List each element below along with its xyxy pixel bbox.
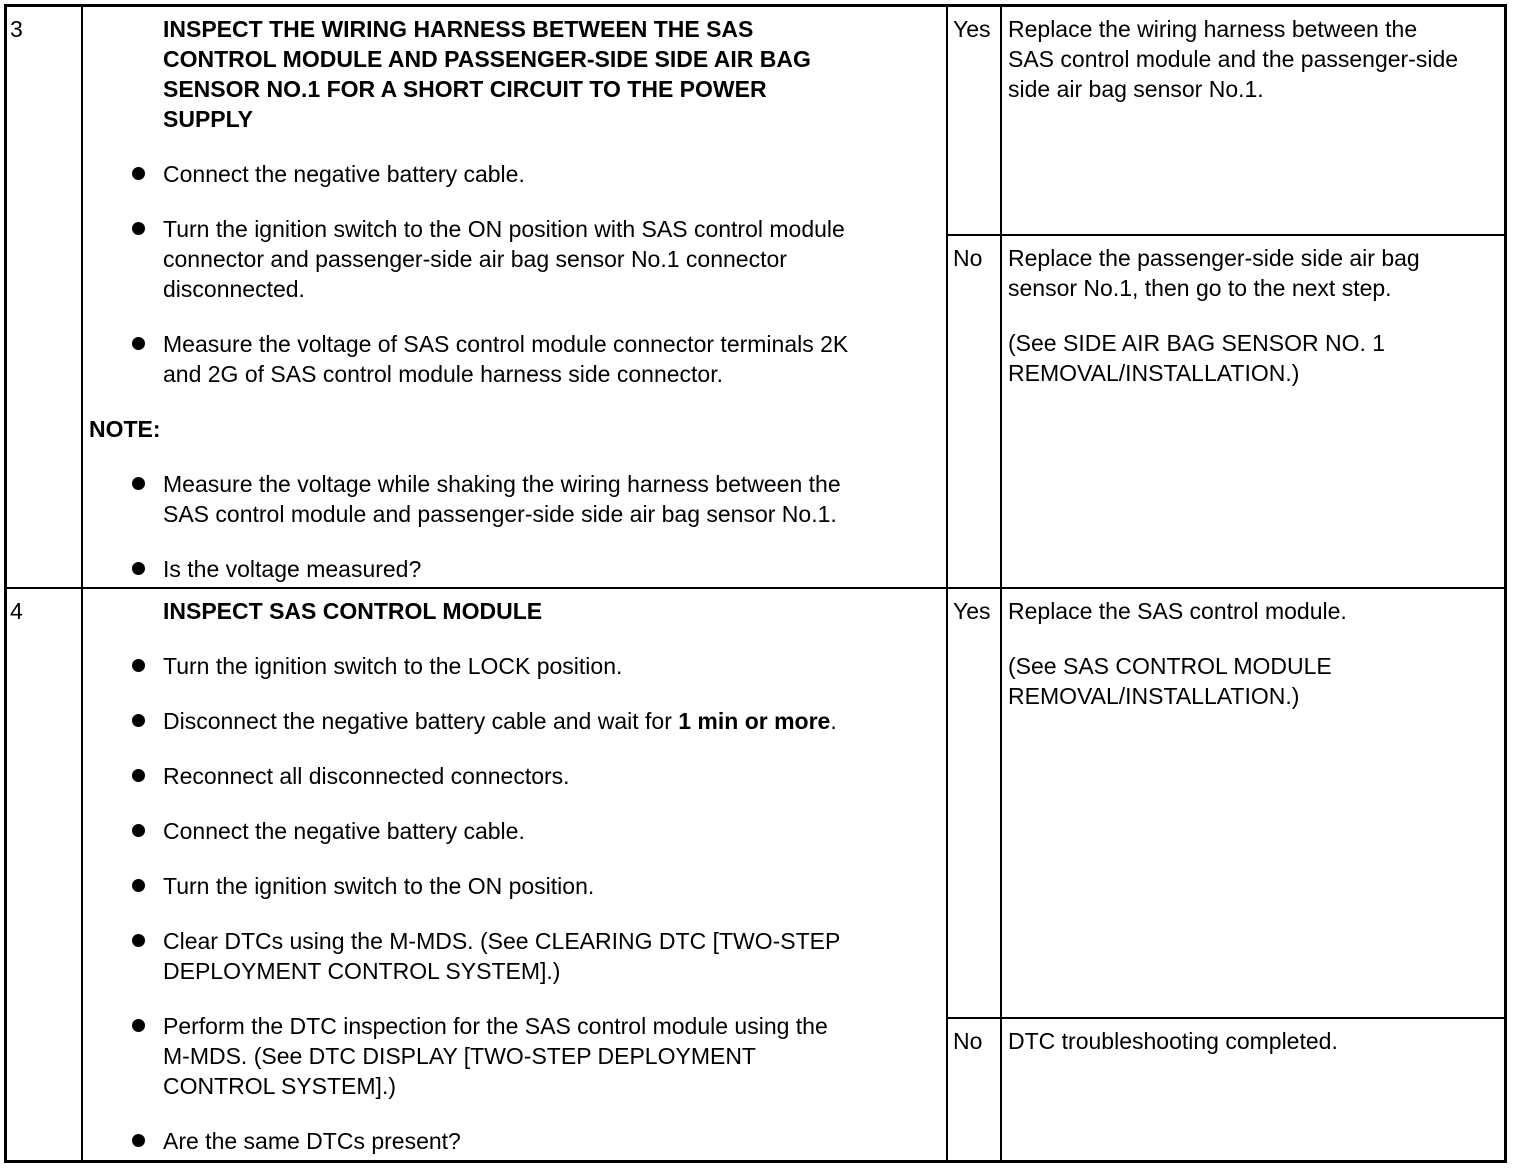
result-no-action: Replace the passenger-side side air bag xyxy=(1008,245,1420,271)
instruction-text-prefix: Disconnect the negative battery cable and wait for xyxy=(163,708,679,734)
bullet-icon xyxy=(132,477,145,490)
result-yes-action: SAS control module and the passenger-side xyxy=(1008,46,1459,72)
result-yes-label: Yes xyxy=(953,598,991,624)
instruction-text: Measure the voltage of SAS control module connector terminals 2K xyxy=(163,331,849,357)
result-no-action: DTC troubleshooting completed. xyxy=(1008,1028,1338,1054)
result-yes-reference: REMOVAL/INSTALLATION.) xyxy=(1008,683,1300,709)
step-title: INSPECT SAS CONTROL MODULE xyxy=(163,598,543,624)
column-divider-result xyxy=(1000,6,1002,1161)
instruction-text: DEPLOYMENT CONTROL SYSTEM].) xyxy=(163,958,561,984)
result-yes-action: side air bag sensor No.1. xyxy=(1008,76,1264,102)
result-no-label: No xyxy=(953,245,983,271)
instruction-text xyxy=(163,706,837,736)
bullet-icon xyxy=(132,562,145,575)
instruction-text-suffix: . xyxy=(830,708,837,734)
row-divider-step4-yes-no xyxy=(948,1017,1505,1019)
step-number: 3 xyxy=(10,16,23,42)
bullet-icon xyxy=(132,337,145,350)
step-number: 4 xyxy=(10,598,23,624)
step-title-line: CONTROL MODULE AND PASSENGER-SIDE SIDE AIR BAG xyxy=(163,46,811,72)
bullet-icon xyxy=(132,1134,145,1147)
step-title-line: INSPECT THE WIRING HARNESS BETWEEN THE SAS xyxy=(163,16,754,42)
instruction-text: Clear DTCs using the M-MDS. (See CLEARING DTC [TWO-STEP xyxy=(163,928,841,954)
row-divider-step xyxy=(6,587,1505,589)
result-yes-action: Replace the wiring harness between the xyxy=(1008,16,1418,42)
column-divider-action xyxy=(946,6,948,1161)
result-no-action: sensor No.1, then go to the next step. xyxy=(1008,275,1392,301)
instruction-text: Turn the ignition switch to the ON position with SAS control module xyxy=(163,216,845,242)
result-no-reference: REMOVAL/INSTALLATION.) xyxy=(1008,360,1300,386)
bullet-icon xyxy=(132,659,145,672)
row-divider-step3-yes-no xyxy=(948,234,1505,236)
result-no-reference: (See SIDE AIR BAG SENSOR NO. 1 xyxy=(1008,330,1386,356)
wait-duration: 1 min or more xyxy=(678,708,831,734)
instruction-text: Turn the ignition switch to the LOCK position. xyxy=(163,653,623,679)
result-yes-label: Yes xyxy=(953,16,991,42)
result-yes-action: Replace the SAS control module. xyxy=(1008,598,1347,624)
instruction-text: disconnected. xyxy=(163,276,305,302)
instruction-text: connector and passenger-side air bag sensor No.1 connector xyxy=(163,246,787,272)
bullet-icon xyxy=(132,934,145,947)
note-text: Measure the voltage while shaking the wiring harness between the xyxy=(163,471,841,497)
result-no-label: No xyxy=(953,1028,983,1054)
bullet-icon xyxy=(132,167,145,180)
instruction-text: Connect the negative battery cable. xyxy=(163,161,525,187)
bullet-icon xyxy=(132,769,145,782)
question-text: Is the voltage measured? xyxy=(163,556,422,582)
result-yes-reference: (See SAS CONTROL MODULE xyxy=(1008,653,1332,679)
instruction-text: Perform the DTC inspection for the SAS control module using the xyxy=(163,1013,828,1039)
bullet-icon xyxy=(132,824,145,837)
question-text: Are the same DTCs present? xyxy=(163,1128,461,1154)
instruction-text: CONTROL SYSTEM].) xyxy=(163,1073,396,1099)
instruction-text: M-MDS. (See DTC DISPLAY [TWO-STEP DEPLOYMENT xyxy=(163,1043,756,1069)
instruction-text: and 2G of SAS control module harness side connector. xyxy=(163,361,723,387)
step-title-line: SENSOR NO.1 FOR A SHORT CIRCUIT TO THE POWER xyxy=(163,76,767,102)
bullet-icon xyxy=(132,714,145,727)
note-label: NOTE: xyxy=(89,416,161,442)
bullet-icon xyxy=(132,879,145,892)
instruction-text: Turn the ignition switch to the ON position. xyxy=(163,873,595,899)
bullet-icon xyxy=(132,1019,145,1032)
note-text: SAS control module and passenger-side side air bag sensor No.1. xyxy=(163,501,837,527)
instruction-text: Connect the negative battery cable. xyxy=(163,818,525,844)
step-title-line: SUPPLY xyxy=(163,106,253,132)
column-divider-number xyxy=(81,6,83,1161)
instruction-text: Reconnect all disconnected connectors. xyxy=(163,763,570,789)
bullet-icon xyxy=(132,222,145,235)
